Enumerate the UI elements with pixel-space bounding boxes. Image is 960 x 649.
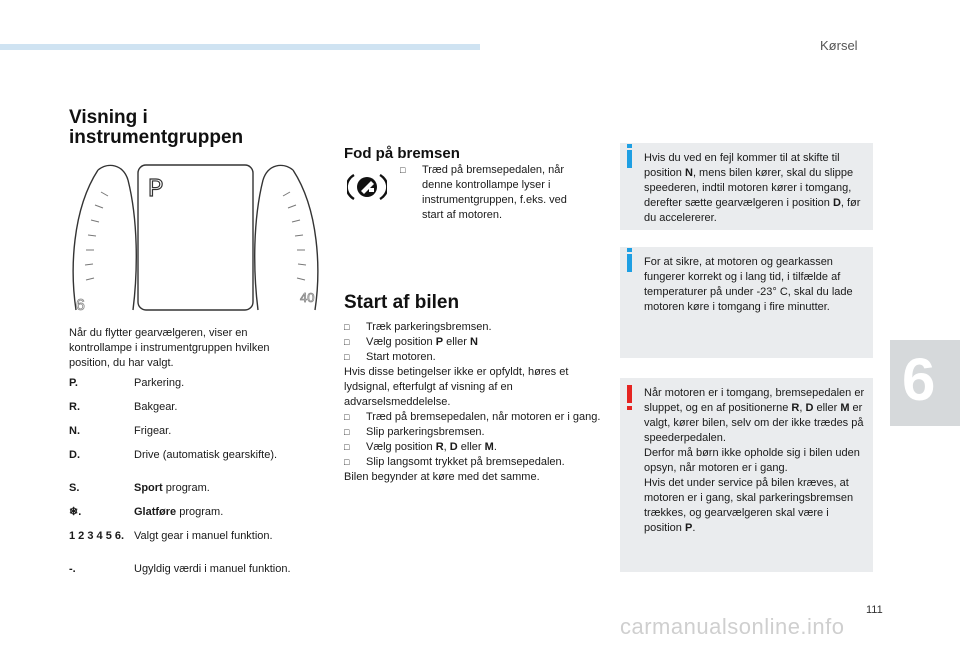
definition-d: D. Drive (automatisk gearskifte). — [69, 449, 278, 461]
fod-instructions — [400, 163, 585, 223]
info-icon — [627, 254, 632, 272]
definition-invalid: -. Ugyldig værdi i manuel funktion. — [69, 563, 291, 575]
definition-p: P. Parkering. — [69, 377, 185, 389]
info-icon — [627, 150, 632, 168]
start-step-5: □ Slip parkeringsbremsen. — [344, 425, 604, 440]
info-note-cold: For at sikre, at motoren og gearkassen fungerer korrekt og i lang tid, i tilfælde af temperaturer på under -23° C, skal du lade motoren køre i tomgang i fire minutter. — [620, 247, 873, 358]
intro-text: Når du flytter gearvælgeren, viser en kontrollampe i instrumentgruppen hvilken position, du har valgt. — [69, 327, 270, 369]
definition-s: S. Sport program. — [69, 482, 210, 494]
start-step-7: □ Slip langsomt trykket på bremsepedalen. — [344, 455, 604, 470]
definition-snow: ❄. Glatføre program. — [69, 506, 224, 518]
instrument-cluster-illustration — [68, 160, 323, 315]
definition-n: N. Frigear. — [69, 425, 172, 437]
section-title-display: Visning i instrumentgruppen — [69, 107, 244, 148]
start-step-1: □ Træk parkeringsbremsen. — [344, 320, 604, 335]
right-dial-label: 40 — [300, 290, 315, 305]
gear-indicator: P — [148, 174, 164, 204]
warning-note-idle: Når motoren er i tomgang, bremsepedalen er sluppet, og en af positionerne R, D eller M er valgt, kører bilen, selv om der ikke trædes på speederpedalen. Derfor må børn ikke opholde sig i bilen uden opsyn, når motoren er i gang. Hvis det under service på bilen kræves, at motoren er i gang, skal parkeringsbremsen trækkes, og gearvælgeren skal være i position P. — [620, 378, 873, 572]
start-step-3: □ Start motoren. — [344, 350, 604, 365]
brake-pedal-warning-icon — [347, 170, 387, 204]
chapter-number: 6 — [902, 346, 936, 413]
info-note-neutral: Hvis du ved en fejl kommer til at skifte til position N, mens bilen kører, skal du slippe speederen, indtil motoren kører i tomgang, derefter sætte gearvælgeren i position D, før du accelererer. — [620, 143, 873, 230]
warning-icon — [627, 385, 632, 403]
fod-bullet: □ Træd på bremsepedalen, når denne kontrollampe lyser i instrumentgruppen, f.eks. ved start af motoren. — [400, 163, 585, 223]
chapter-label: Kørsel — [820, 38, 858, 53]
definition-manual: 1 2 3 4 5 6. Valgt gear i manuel funktion. — [69, 530, 273, 542]
start-instructions — [344, 320, 604, 485]
start-step-6: □ Vælg position R, D eller M. — [344, 440, 604, 455]
section-title-fod: Fod på bremsen — [344, 145, 460, 162]
start-paragraph-2: Bilen begynder at køre med det samme. — [344, 471, 540, 483]
section-title-start: Start af bilen — [344, 292, 460, 313]
gear-definitions — [69, 376, 324, 577]
snowflake-icon: ❄. — [69, 506, 82, 518]
left-dial-label: 6 — [76, 297, 85, 314]
definition-r: R. Bakgear. — [69, 401, 178, 413]
top-accent-bar — [0, 44, 480, 50]
page-number: 111 — [866, 604, 883, 616]
start-step-2: □ Vælg position P eller N — [344, 335, 604, 350]
start-step-4: □ Træd på bremsepedalen, når motoren er i gang. — [344, 410, 604, 425]
watermark: carmanualsonline.info — [620, 614, 845, 639]
start-paragraph-1: Hvis disse betingelser ikke er opfyldt, høres et lydsignal, efterfulgt af visning af en advarselsmeddelelse. — [344, 366, 569, 408]
